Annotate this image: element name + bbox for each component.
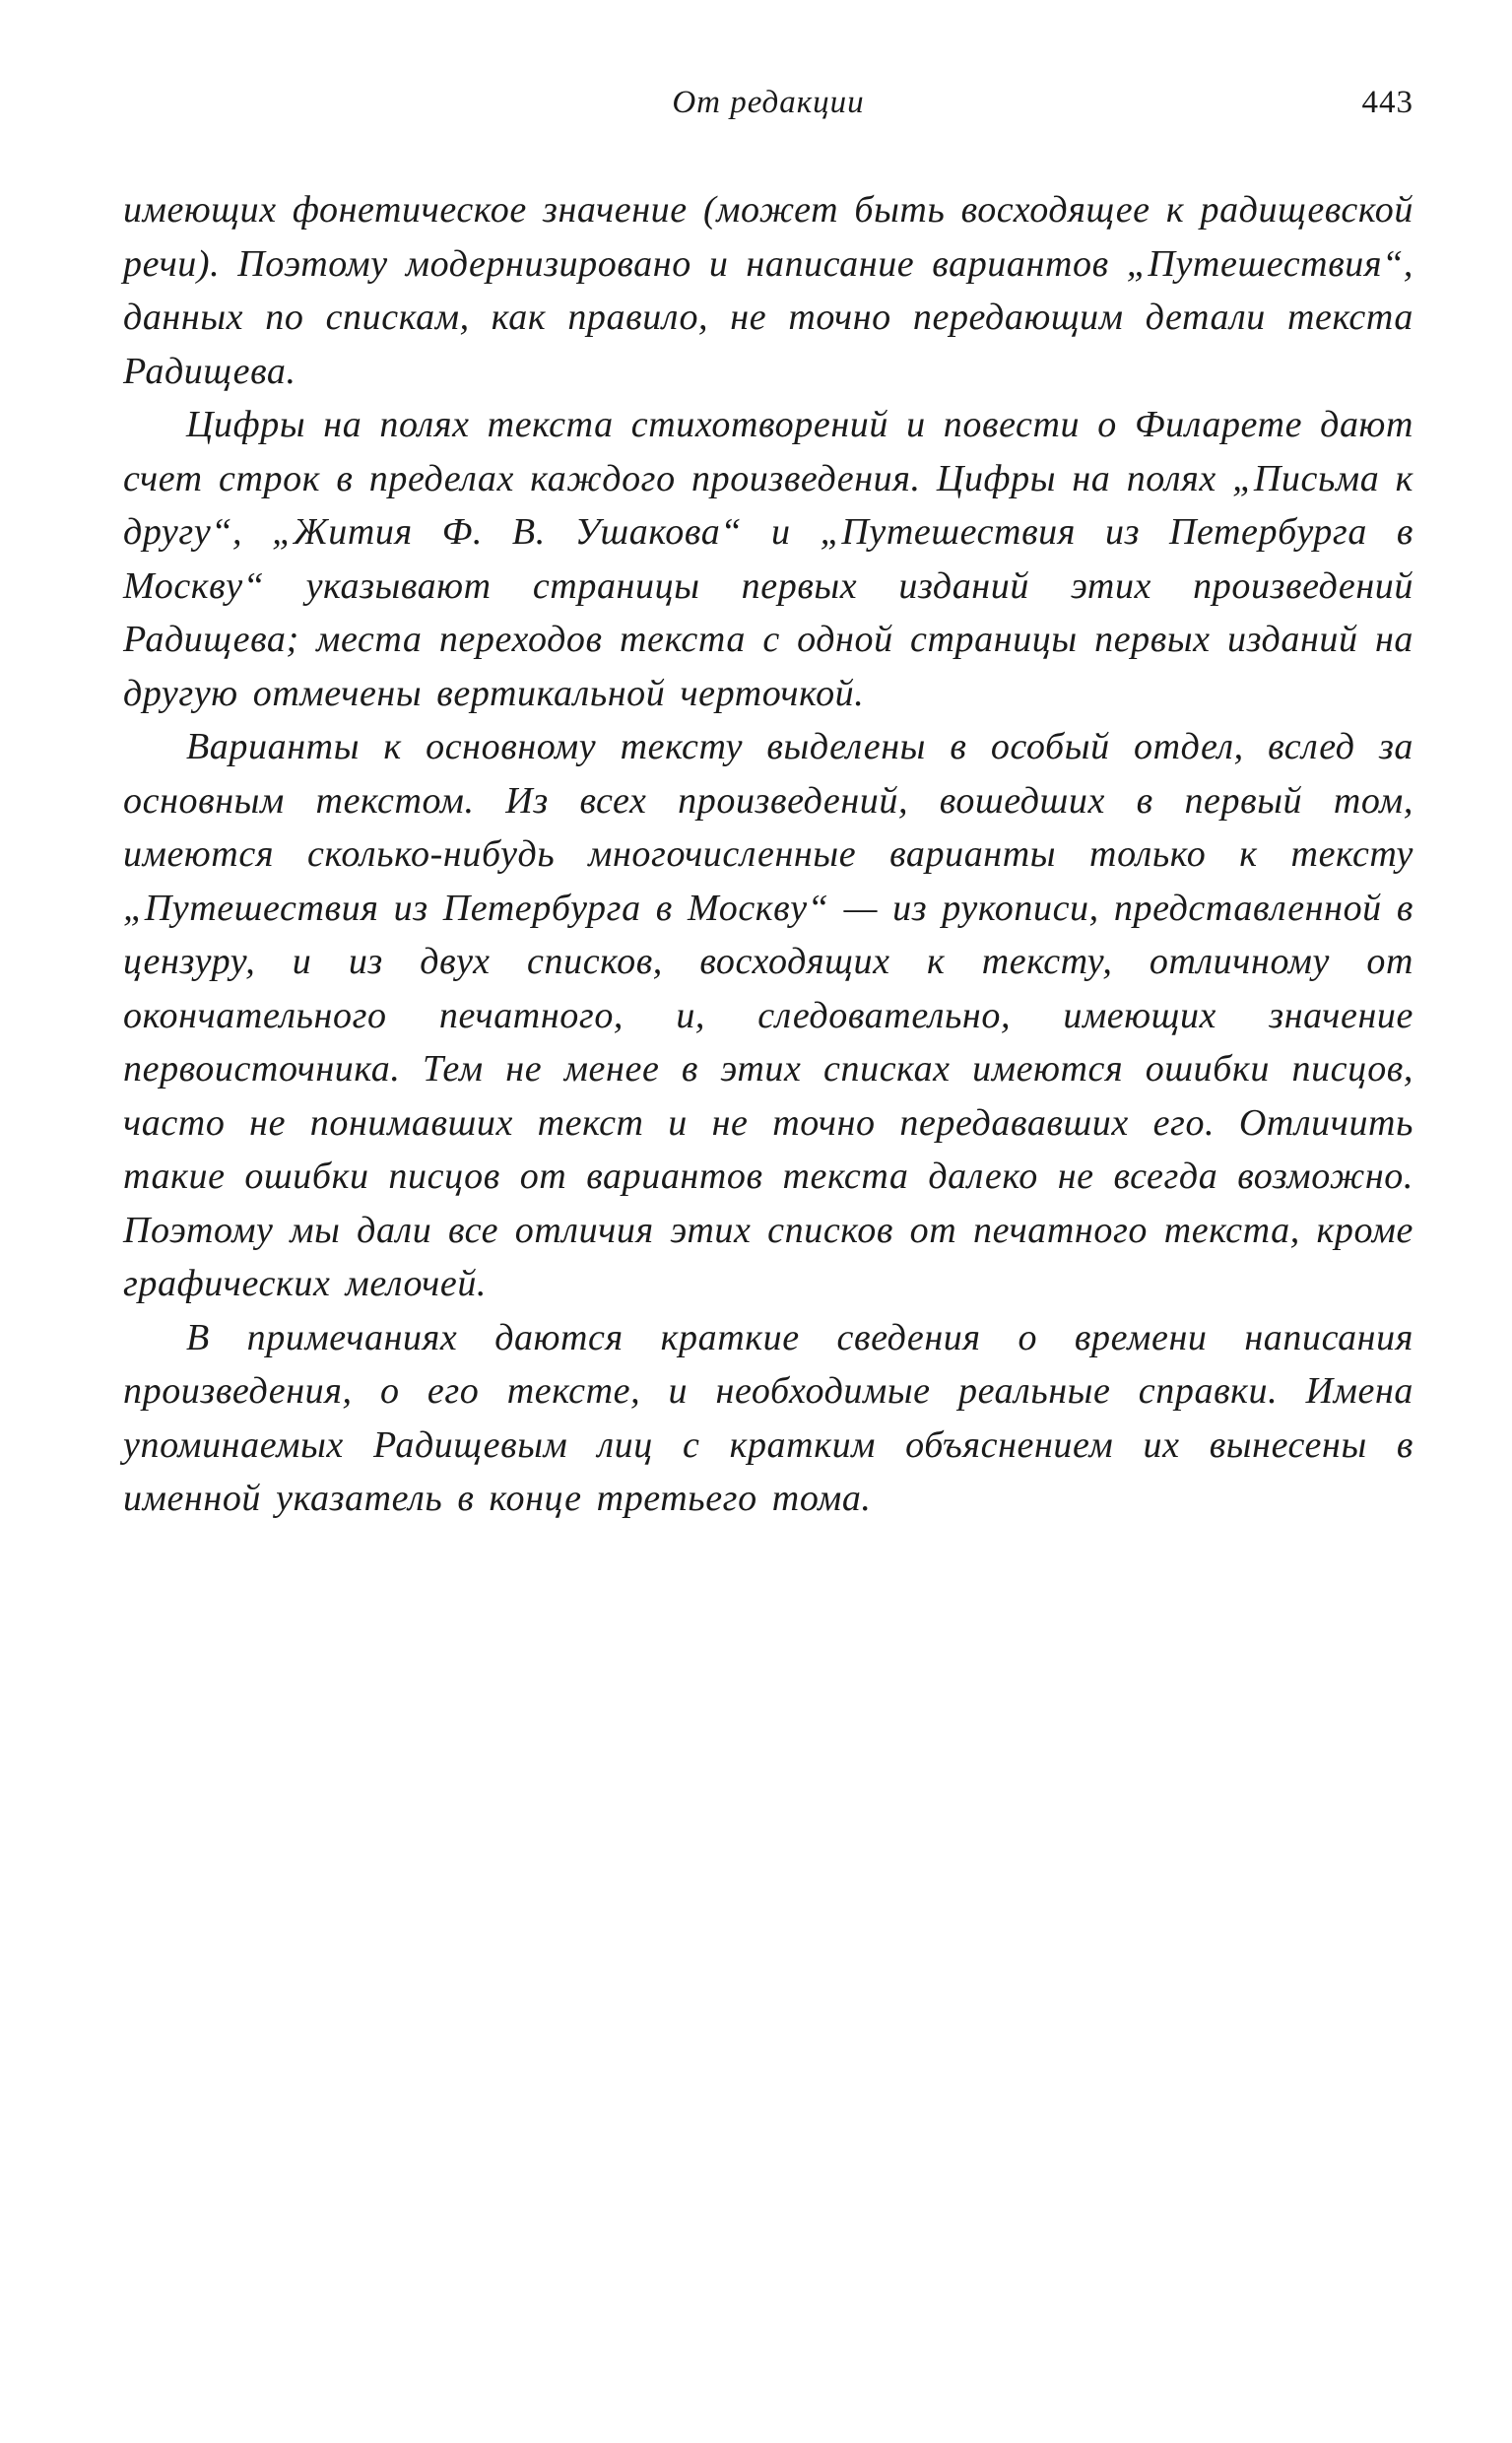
- paragraph-variants: Варианты к основному тексту выделены в особый отдел, вслед за основным текстом. Из всех произведений, вошедших в первый том, имеются сколько-нибудь многочисленные варианты только к тексту „Путешествия из Петербурга в Москву“ — из рукописи, представленной в цензуру, и из двух списков, восходящих к тексту, отличному от окончательного печатного, и, следовательно, имеющих значение первоисточника. Тем не менее в этих списках имеются ошибки писцов, часто не понимавших текст и не точно передававших его. Отличить такие ошибки писцов от вариантов текста далеко не всегда возможно. Поэтому мы дали все отличия этих списков от печатного текста, кроме графических мелочей.: [123, 726, 1413, 1304]
- body-text: [123, 183, 1413, 1526]
- page-number: 443: [1361, 85, 1413, 120]
- paragraph-line-numbering: Цифры на полях текста стихотворений и повести о Филарете дают счет строк в пределах каждого произведения. Цифры на полях „Письма к другу“, „Жития Ф. В. Ушакова“ и „Путешествия из Петербурга в Москву“ указывают страницы первых изданий этих произведений Радищева; места переходов текста с одной страницы первых изданий на другую отмечены вертикальной черточкой.: [123, 404, 1413, 714]
- running-head: [123, 85, 1413, 134]
- paragraph-notes: В примечаниях даются краткие сведения о времени написания произведения, о его тексте, и необходимые реальные справки. Имена упоминаемых Радищевым лиц с кратким объяснением их вынесены в именной указатель в конце третьего тома.: [123, 1316, 1413, 1519]
- paragraph-continuation: имеющих фонетическое значение (может быть восходящее к радищевской речи). Поэтому модернизировано и написание вариантов „Путешествия“, данных по спискам, как правило, не точно передающим детали текста Радищева.: [123, 189, 1413, 392]
- running-title: От редакции: [672, 85, 865, 120]
